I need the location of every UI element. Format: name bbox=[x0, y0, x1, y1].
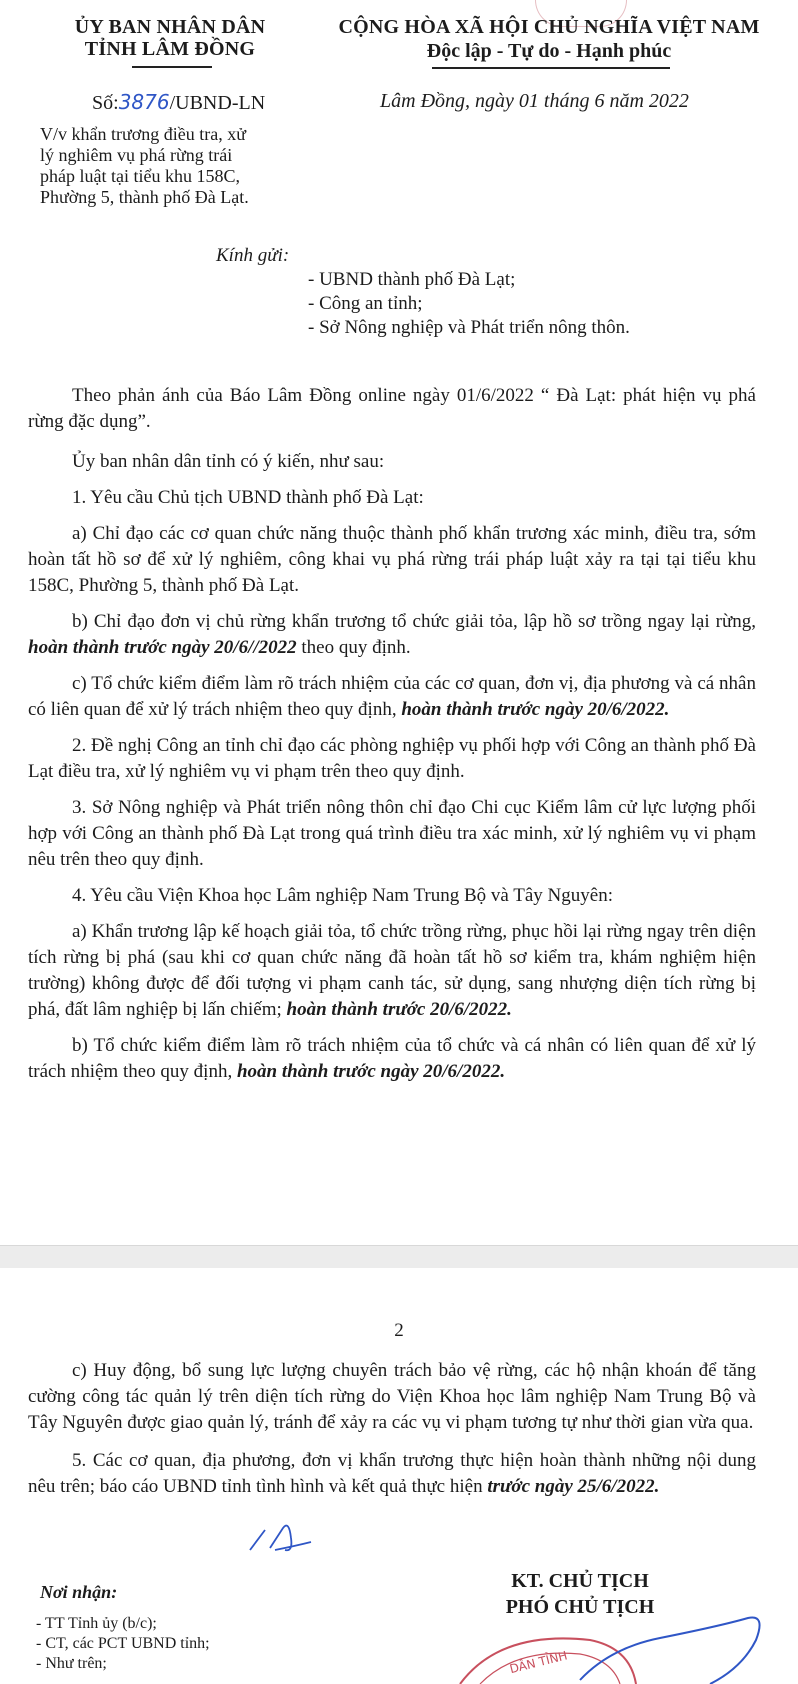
recipients-label: Kính gửi: bbox=[216, 245, 290, 266]
subject-line: pháp luật tại tiểu khu 158C, bbox=[40, 166, 240, 186]
paragraph-item-2: 2. Đề nghị Công an tỉnh chỉ đạo các phòng nghiệp vụ phối hợp với Công an thành phố Đà Lạt điều tra, xử lý nghiêm vụ vi phạm trên theo quy định. bbox=[28, 735, 756, 782]
place-date: Lâm Đồng, ngày 01 tháng 6 năm 2022 bbox=[380, 90, 689, 112]
issuer-underline bbox=[132, 66, 212, 68]
paragraph-item-1c: c) Tổ chức kiểm điểm làm rõ trách nhiệm của các cơ quan, đơn vị, địa phương và cá nhân có liên quan để xử lý trách nhiệm theo quy định, hoàn thành trước ngày 20/6/2022. bbox=[28, 673, 756, 720]
paragraph-item-5: 5. Các cơ quan, địa phương, đơn vị khẩn trương thực hiện hoàn thành những nội dung nêu trên; báo cáo UBND tỉnh tình hình và kết quả thực hiện trước ngày 25/6/2022. bbox=[28, 1450, 756, 1497]
stamp-text: DÂN TỈNH bbox=[508, 1648, 569, 1677]
subject-line: lý nghiêm vụ phá rừng trái bbox=[40, 145, 233, 165]
page-number: 2 bbox=[394, 1320, 404, 1341]
issuer-name: ỦY BAN NHÂN DÂN bbox=[74, 16, 266, 38]
body-text bbox=[28, 383, 756, 1085]
paragraph-item-1b: b) Chỉ đạo đơn vị chủ rừng khẩn trương tổ chức giải tỏa, lập hồ sơ trồng ngay lại rừng, hoàn thành trước ngày 20/6//2022 theo quy định. bbox=[28, 611, 756, 658]
body-text-page-2 bbox=[28, 1358, 756, 1500]
paragraph-item-4c: c) Huy động, bổ sung lực lượng chuyên trách bảo vệ rừng, các hộ nhận khoán để tăng cường công tác quản lý trên diện tích rừng do Viện Khoa học lâm nghiệp Nam Trung Bộ và Tây Nguyên được giao quản lý, tránh để xảy ra các vụ vi phạm tương tự như thời gian vừa qua. bbox=[28, 1360, 756, 1433]
paragraph-opinion: Ủy ban nhân dân tỉnh có ý kiến, như sau: bbox=[72, 451, 385, 472]
paragraph-item-1a: a) Chỉ đạo các cơ quan chức năng thuộc thành phố khẩn trương xác minh, điều tra, sớm hoàn tất hồ sơ để xử lý nghiêm, công khai vụ phá rừng trái pháp luật xảy ra tại tại tiểu khu 158C, Phường 5, thành phố Đà Lạt. bbox=[28, 523, 756, 596]
paragraph-item-4b: b) Tổ chức kiểm điểm làm rõ trách nhiệm của tổ chức và cá nhân có liên quan để xử lý trách nhiệm theo quy định, hoàn thành trước ngày 20/6/2022. bbox=[28, 1035, 756, 1082]
subject-block bbox=[40, 124, 249, 208]
copy-recipient-item: - Như trên; bbox=[36, 1655, 107, 1672]
issuer-province: TỈNH LÂM ĐỒNG bbox=[84, 38, 256, 60]
paragraph-item-3: 3. Sở Nông nghiệp và Phát triển nông thôn chỉ đạo Chi cục Kiểm lâm cử lực lượng phối hợp với Công an thành phố Đà Lạt trong quá trình điều tra xác minh, xử lý nghiêm vụ vi phạm nêu trên theo quy định. bbox=[28, 797, 756, 870]
subject-line: V/v khẩn trương điều tra, xử bbox=[40, 124, 246, 144]
paragraph-item-4: 4. Yêu cầu Viện Khoa học Lâm nghiệp Nam Trung Bộ và Tây Nguyên: bbox=[72, 885, 613, 906]
motto-underline bbox=[432, 67, 670, 69]
copy-recipient-item: - CT, các PCT UBND tỉnh; bbox=[36, 1635, 210, 1652]
subject-line: Phường 5, thành phố Đà Lạt. bbox=[40, 187, 249, 207]
paragraph-intro: Theo phản ánh của Báo Lâm Đồng online ngày 01/6/2022 “ Đà Lạt: phát hiện vụ phá rừng đặc dụng”. bbox=[28, 385, 756, 432]
signer-title-2: PHÓ CHỦ TỊCH bbox=[505, 1596, 655, 1618]
recipient-item: - Sở Nông nghiệp và Phát triển nông thôn. bbox=[308, 317, 630, 338]
handwritten-initial-mark bbox=[245, 1520, 315, 1560]
signature bbox=[570, 1598, 770, 1684]
signer-title-1: KT. CHỦ TỊCH bbox=[511, 1570, 649, 1592]
national-title: CỘNG HÒA XÃ HỘI CHỦ NGHĨA VIỆT NAM bbox=[338, 16, 760, 38]
national-motto: Độc lập - Tự do - Hạnh phúc bbox=[426, 40, 672, 62]
recipients-copy-label: Nơi nhận: bbox=[40, 1582, 118, 1602]
paragraph-item-1: 1. Yêu cầu Chủ tịch UBND thành phố Đà Lạt: bbox=[72, 487, 424, 508]
document-page-2 bbox=[0, 1268, 798, 1684]
recipients-list bbox=[308, 268, 630, 340]
document-number: Số:3876/UBND-LN bbox=[92, 90, 266, 114]
recipient-item: - UBND thành phố Đà Lạt; bbox=[308, 269, 516, 290]
paragraph-item-4a: a) Khẩn trương lập kế hoạch giải tỏa, tổ chức trồng rừng, phục hồi lại rừng ngay trên diện tích rừng bị phá (sau khi cơ quan chức năng đã hoàn tất hồ sơ kiểm tra, khám nghiệm hiện trường) không được để đối tượng vi phạm canh tác, sử dụng, sang nhượng diện tích rừng bị phá, đất lâm nghiệp bị lấn chiếm; hoàn thành trước 20/6/2022. bbox=[28, 921, 756, 1020]
recipient-item: - Công an tỉnh; bbox=[308, 293, 423, 314]
copy-recipient-item: - TT Tỉnh ủy (b/c); bbox=[36, 1615, 157, 1632]
recipients-copy-list bbox=[36, 1614, 210, 1674]
handwritten-number: 3876 bbox=[118, 90, 170, 114]
page-separator bbox=[0, 1245, 798, 1269]
